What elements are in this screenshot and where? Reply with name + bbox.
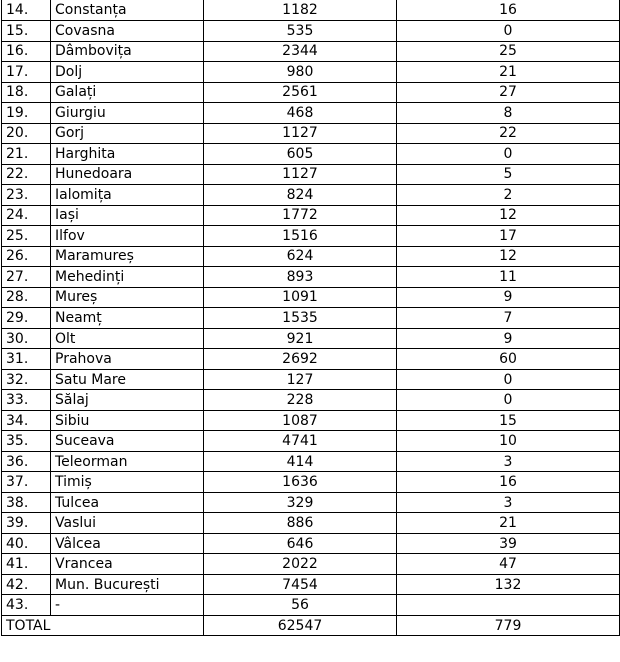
county-name: Dâmbovița xyxy=(51,41,204,62)
row-number: 37. xyxy=(2,472,51,493)
county-name: - xyxy=(51,595,204,616)
cases-count: 624 xyxy=(204,246,397,267)
table-row xyxy=(2,62,620,83)
row-number: 43. xyxy=(2,595,51,616)
cases-count: 605 xyxy=(204,144,397,165)
row-number: 15. xyxy=(2,21,51,42)
table-row xyxy=(2,185,620,206)
row-number: 27. xyxy=(2,267,51,288)
deaths-count: 16 xyxy=(397,472,620,493)
cases-count: 886 xyxy=(204,513,397,534)
county-name: Iași xyxy=(51,205,204,226)
table-row xyxy=(2,410,620,431)
cases-count: 2561 xyxy=(204,82,397,103)
cases-count: 1127 xyxy=(204,164,397,185)
cases-count: 56 xyxy=(204,595,397,616)
deaths-count: 15 xyxy=(397,410,620,431)
row-number: 20. xyxy=(2,123,51,144)
deaths-count: 10 xyxy=(397,431,620,452)
table-row xyxy=(2,472,620,493)
cases-count: 1636 xyxy=(204,472,397,493)
deaths-count: 11 xyxy=(397,267,620,288)
cases-count: 2022 xyxy=(204,554,397,575)
row-number: 17. xyxy=(2,62,51,83)
row-number: 40. xyxy=(2,533,51,554)
row-number: 35. xyxy=(2,431,51,452)
table-row xyxy=(2,574,620,595)
cases-count: 646 xyxy=(204,533,397,554)
county-name: Sălaj xyxy=(51,390,204,411)
deaths-count: 47 xyxy=(397,554,620,575)
row-number: 26. xyxy=(2,246,51,267)
cases-count: 535 xyxy=(204,21,397,42)
deaths-count: 0 xyxy=(397,144,620,165)
county-name: Ialomița xyxy=(51,185,204,206)
row-number: 19. xyxy=(2,103,51,124)
county-name: Vrancea xyxy=(51,554,204,575)
row-number: 28. xyxy=(2,287,51,308)
total-cases: 62547 xyxy=(204,615,397,636)
row-number: 14. xyxy=(2,0,51,21)
total-row xyxy=(2,615,620,636)
county-name: Galați xyxy=(51,82,204,103)
table-row xyxy=(2,226,620,247)
total-label: TOTAL xyxy=(2,615,204,636)
row-number: 21. xyxy=(2,144,51,165)
cases-count: 1091 xyxy=(204,287,397,308)
total-deaths: 779 xyxy=(397,615,620,636)
deaths-count: 39 xyxy=(397,533,620,554)
table-row xyxy=(2,246,620,267)
county-name: Harghita xyxy=(51,144,204,165)
county-name: Mun. București xyxy=(51,574,204,595)
row-number: 38. xyxy=(2,492,51,513)
cases-count: 1087 xyxy=(204,410,397,431)
cases-count: 2344 xyxy=(204,41,397,62)
counties-table xyxy=(1,0,620,636)
deaths-count: 7 xyxy=(397,308,620,329)
table-row xyxy=(2,390,620,411)
row-number: 32. xyxy=(2,369,51,390)
table-row xyxy=(2,144,620,165)
deaths-count: 21 xyxy=(397,513,620,534)
county-name: Vaslui xyxy=(51,513,204,534)
row-number: 33. xyxy=(2,390,51,411)
county-name: Olt xyxy=(51,328,204,349)
row-number: 34. xyxy=(2,410,51,431)
cases-count: 7454 xyxy=(204,574,397,595)
row-number: 25. xyxy=(2,226,51,247)
deaths-count xyxy=(397,595,620,616)
cases-count: 1772 xyxy=(204,205,397,226)
table-row xyxy=(2,287,620,308)
cases-count: 2692 xyxy=(204,349,397,370)
row-number: 22. xyxy=(2,164,51,185)
deaths-count: 8 xyxy=(397,103,620,124)
table-row xyxy=(2,308,620,329)
table-row xyxy=(2,41,620,62)
cases-count: 329 xyxy=(204,492,397,513)
row-number: 23. xyxy=(2,185,51,206)
cases-count: 1182 xyxy=(204,0,397,21)
row-number: 31. xyxy=(2,349,51,370)
table-row xyxy=(2,267,620,288)
table-row xyxy=(2,103,620,124)
cases-count: 1535 xyxy=(204,308,397,329)
row-number: 41. xyxy=(2,554,51,575)
deaths-count: 21 xyxy=(397,62,620,83)
table-row xyxy=(2,513,620,534)
county-name: Prahova xyxy=(51,349,204,370)
table-row xyxy=(2,554,620,575)
county-name: Mureș xyxy=(51,287,204,308)
table-row xyxy=(2,533,620,554)
table-row xyxy=(2,451,620,472)
cases-count: 468 xyxy=(204,103,397,124)
row-number: 30. xyxy=(2,328,51,349)
deaths-count: 12 xyxy=(397,246,620,267)
table-body xyxy=(2,0,620,636)
table-row xyxy=(2,0,620,21)
table-row xyxy=(2,595,620,616)
county-name: Tulcea xyxy=(51,492,204,513)
table-row xyxy=(2,82,620,103)
county-name: Satu Mare xyxy=(51,369,204,390)
cases-count: 1127 xyxy=(204,123,397,144)
deaths-count: 3 xyxy=(397,492,620,513)
cases-count: 921 xyxy=(204,328,397,349)
county-name: Dolj xyxy=(51,62,204,83)
deaths-count: 132 xyxy=(397,574,620,595)
deaths-count: 9 xyxy=(397,287,620,308)
county-name: Sibiu xyxy=(51,410,204,431)
table-row xyxy=(2,328,620,349)
county-name: Giurgiu xyxy=(51,103,204,124)
deaths-count: 16 xyxy=(397,0,620,21)
row-number: 36. xyxy=(2,451,51,472)
county-name: Suceava xyxy=(51,431,204,452)
county-name: Mehedinți xyxy=(51,267,204,288)
county-name: Hunedoara xyxy=(51,164,204,185)
deaths-count: 60 xyxy=(397,349,620,370)
county-name: Maramureș xyxy=(51,246,204,267)
table-row xyxy=(2,205,620,226)
table-row xyxy=(2,164,620,185)
deaths-count: 2 xyxy=(397,185,620,206)
deaths-count: 25 xyxy=(397,41,620,62)
deaths-count: 5 xyxy=(397,164,620,185)
table-row xyxy=(2,492,620,513)
deaths-count: 0 xyxy=(397,369,620,390)
row-number: 29. xyxy=(2,308,51,329)
county-name: Teleorman xyxy=(51,451,204,472)
row-number: 39. xyxy=(2,513,51,534)
deaths-count: 27 xyxy=(397,82,620,103)
county-name: Timiș xyxy=(51,472,204,493)
cases-count: 1516 xyxy=(204,226,397,247)
row-number: 16. xyxy=(2,41,51,62)
cases-count: 127 xyxy=(204,369,397,390)
county-name: Neamț xyxy=(51,308,204,329)
deaths-count: 12 xyxy=(397,205,620,226)
cases-count: 228 xyxy=(204,390,397,411)
table-row xyxy=(2,431,620,452)
cases-count: 980 xyxy=(204,62,397,83)
table-row xyxy=(2,349,620,370)
deaths-count: 22 xyxy=(397,123,620,144)
deaths-count: 0 xyxy=(397,390,620,411)
row-number: 42. xyxy=(2,574,51,595)
table-row xyxy=(2,21,620,42)
county-name: Covasna xyxy=(51,21,204,42)
county-name: Vâlcea xyxy=(51,533,204,554)
county-name: Gorj xyxy=(51,123,204,144)
deaths-count: 3 xyxy=(397,451,620,472)
row-number: 18. xyxy=(2,82,51,103)
county-name: Constanța xyxy=(51,0,204,21)
cases-count: 893 xyxy=(204,267,397,288)
cases-count: 414 xyxy=(204,451,397,472)
table-row xyxy=(2,369,620,390)
deaths-count: 9 xyxy=(397,328,620,349)
deaths-count: 17 xyxy=(397,226,620,247)
cases-count: 824 xyxy=(204,185,397,206)
deaths-count: 0 xyxy=(397,21,620,42)
table-row xyxy=(2,123,620,144)
county-name: Ilfov xyxy=(51,226,204,247)
cases-count: 4741 xyxy=(204,431,397,452)
row-number: 24. xyxy=(2,205,51,226)
